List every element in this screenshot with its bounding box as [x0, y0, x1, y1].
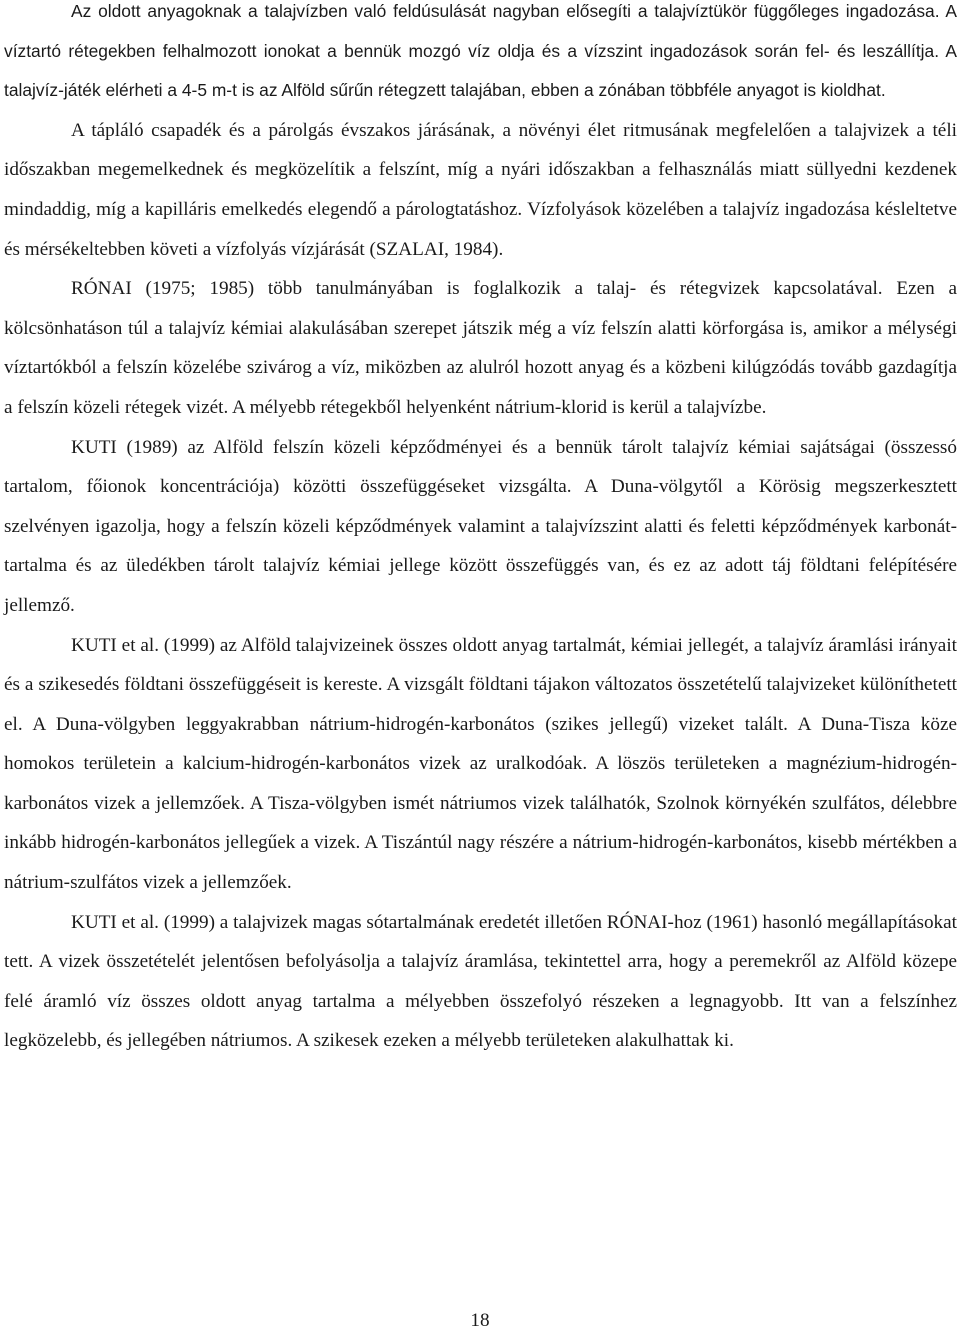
paragraph-3	[4, 269, 957, 427]
paragraph-4	[4, 428, 957, 626]
paragraph-6-text: KUTI et al. (1999) a talajvizek magas sótartalmának eredetét illetően RÓNAI-hoz (1961) hasonló megállapításokat tett. A vizek összetételét jelentősen befolyásolja a talajvíz áramlása, tekintettel arra, hogy a peremekről az Alföld közepe felé áramló víz összes oldott anyag tartalma a mélyebben összefolyó részeken a legnagyobb. Itt van a felszínhez legközelebb, és jellegében nátriumos. A szikesek ezeken a mélyebb területeken alakulhattak ki.	[4, 911, 957, 1052]
paragraph-3-text: RÓNAI (1975; 1985) több tanulmányában is foglalkozik a talaj- és rétegvizek kapcsolatával. Ezen a kölcsönhatáson túl a talajvíz kémiai alakulásában szerepet játszik még a víz felszín alatti körforgása is, amikor a mélységi víztartókból a felszín közelébe szivárog a víz, miközben az alulról hozott anyag és a közbeni kilúgzódás tovább gazdagítja a felszín közeli rétegek vizét. A mélyebb rétegekből helyenként nátrium-klorid is kerül a talajvízbe.	[4, 278, 957, 418]
paragraph-4-text: KUTI (1989) az Alföld felszín közeli képződményei és a bennük tárolt talajvíz kémiai sajátságai (összessó tartalom, főionok koncentrációja) közötti összefüggéseket vizsgálta. A Duna-völgytől a Körösig megszerkesztett szelvényen igazolja, hogy a felszín közeli képződmények valamint a talajvízszint alatti és feletti képződmények karbonát-tartalma és az üledékben tárolt talajvíz kémiai jellege között összefüggés van, és ez az adott táj földtani felépítésére jellemző.	[4, 436, 957, 616]
paragraph-5-text: KUTI et al. (1999) az Alföld talajvizeinek összes oldott anyag tartalmát, kémiai jellegét, a talajvíz áramlási irányait és a szikesedés földtani összefüggéseit is kereste. A vizsgált földtani tájakon változatos összetételű talajvizeket különíthetett el. A Duna-völgyben leggyakrabban nátrium-hidrogén-karbonátos (szikes jellegű) vizeket talált. A Duna-Tisza köze homokos területein a kalcium-hidrogén-karbonátos vizek az uralkodóak. A löszös területeken a magnézium-hidrogén-karbonátos vizek a jellemzőek. A Tisza-völgyben ismét nátriumos vizek találhatók, Szolnok környékén szulfátos, délebbre inkább hidrogén-karbonátos jellegűek a vizek. A Tiszántúl nagy részére a nátrium-hidrogén-karbonátos, kisebb mértékben a nátrium-szulfátos vizek a jellemzőek.	[4, 634, 957, 894]
page-number: 18	[470, 1310, 490, 1331]
paragraph-1-text: Az oldott anyagoknak a talajvízben való feldúsulását nagyban elősegíti a talajvíztükör függőleges ingadozása. A víztartó rétegekben felhalmozott ionokat a bennük mozgó víz oldja és a vízszint ingadozások során fel- és leszállítja. A talajvíz-játék elérheti a 4-5 m-t is az Alföld sűrűn rétegzett talajában, ebben a zónában többféle anyagot is kioldhat.	[4, 1, 957, 101]
paragraph-1	[4, 0, 957, 111]
paragraph-2-text: A tápláló csapadék és a párolgás évszakos járásának, a növényi élet ritmusának megfelelően a talajvizek a téli időszakban megemelkednek és megközelítik a felszínt, míg a nyári időszakban a felhasználás miatt süllyedni kezdenek mindaddig, míg a kapilláris emelkedés elegendő a párologtatáshoz. Vízfolyások közelében a talajvíz ingadozása késleltetve és mérsékeltebben követi a vízfolyás vízjárását (SZALAI, 1984).	[4, 119, 957, 260]
paragraph-6	[4, 903, 957, 1061]
paragraph-5	[4, 626, 957, 903]
document-page	[4, 0, 957, 1061]
paragraph-2	[4, 111, 957, 269]
